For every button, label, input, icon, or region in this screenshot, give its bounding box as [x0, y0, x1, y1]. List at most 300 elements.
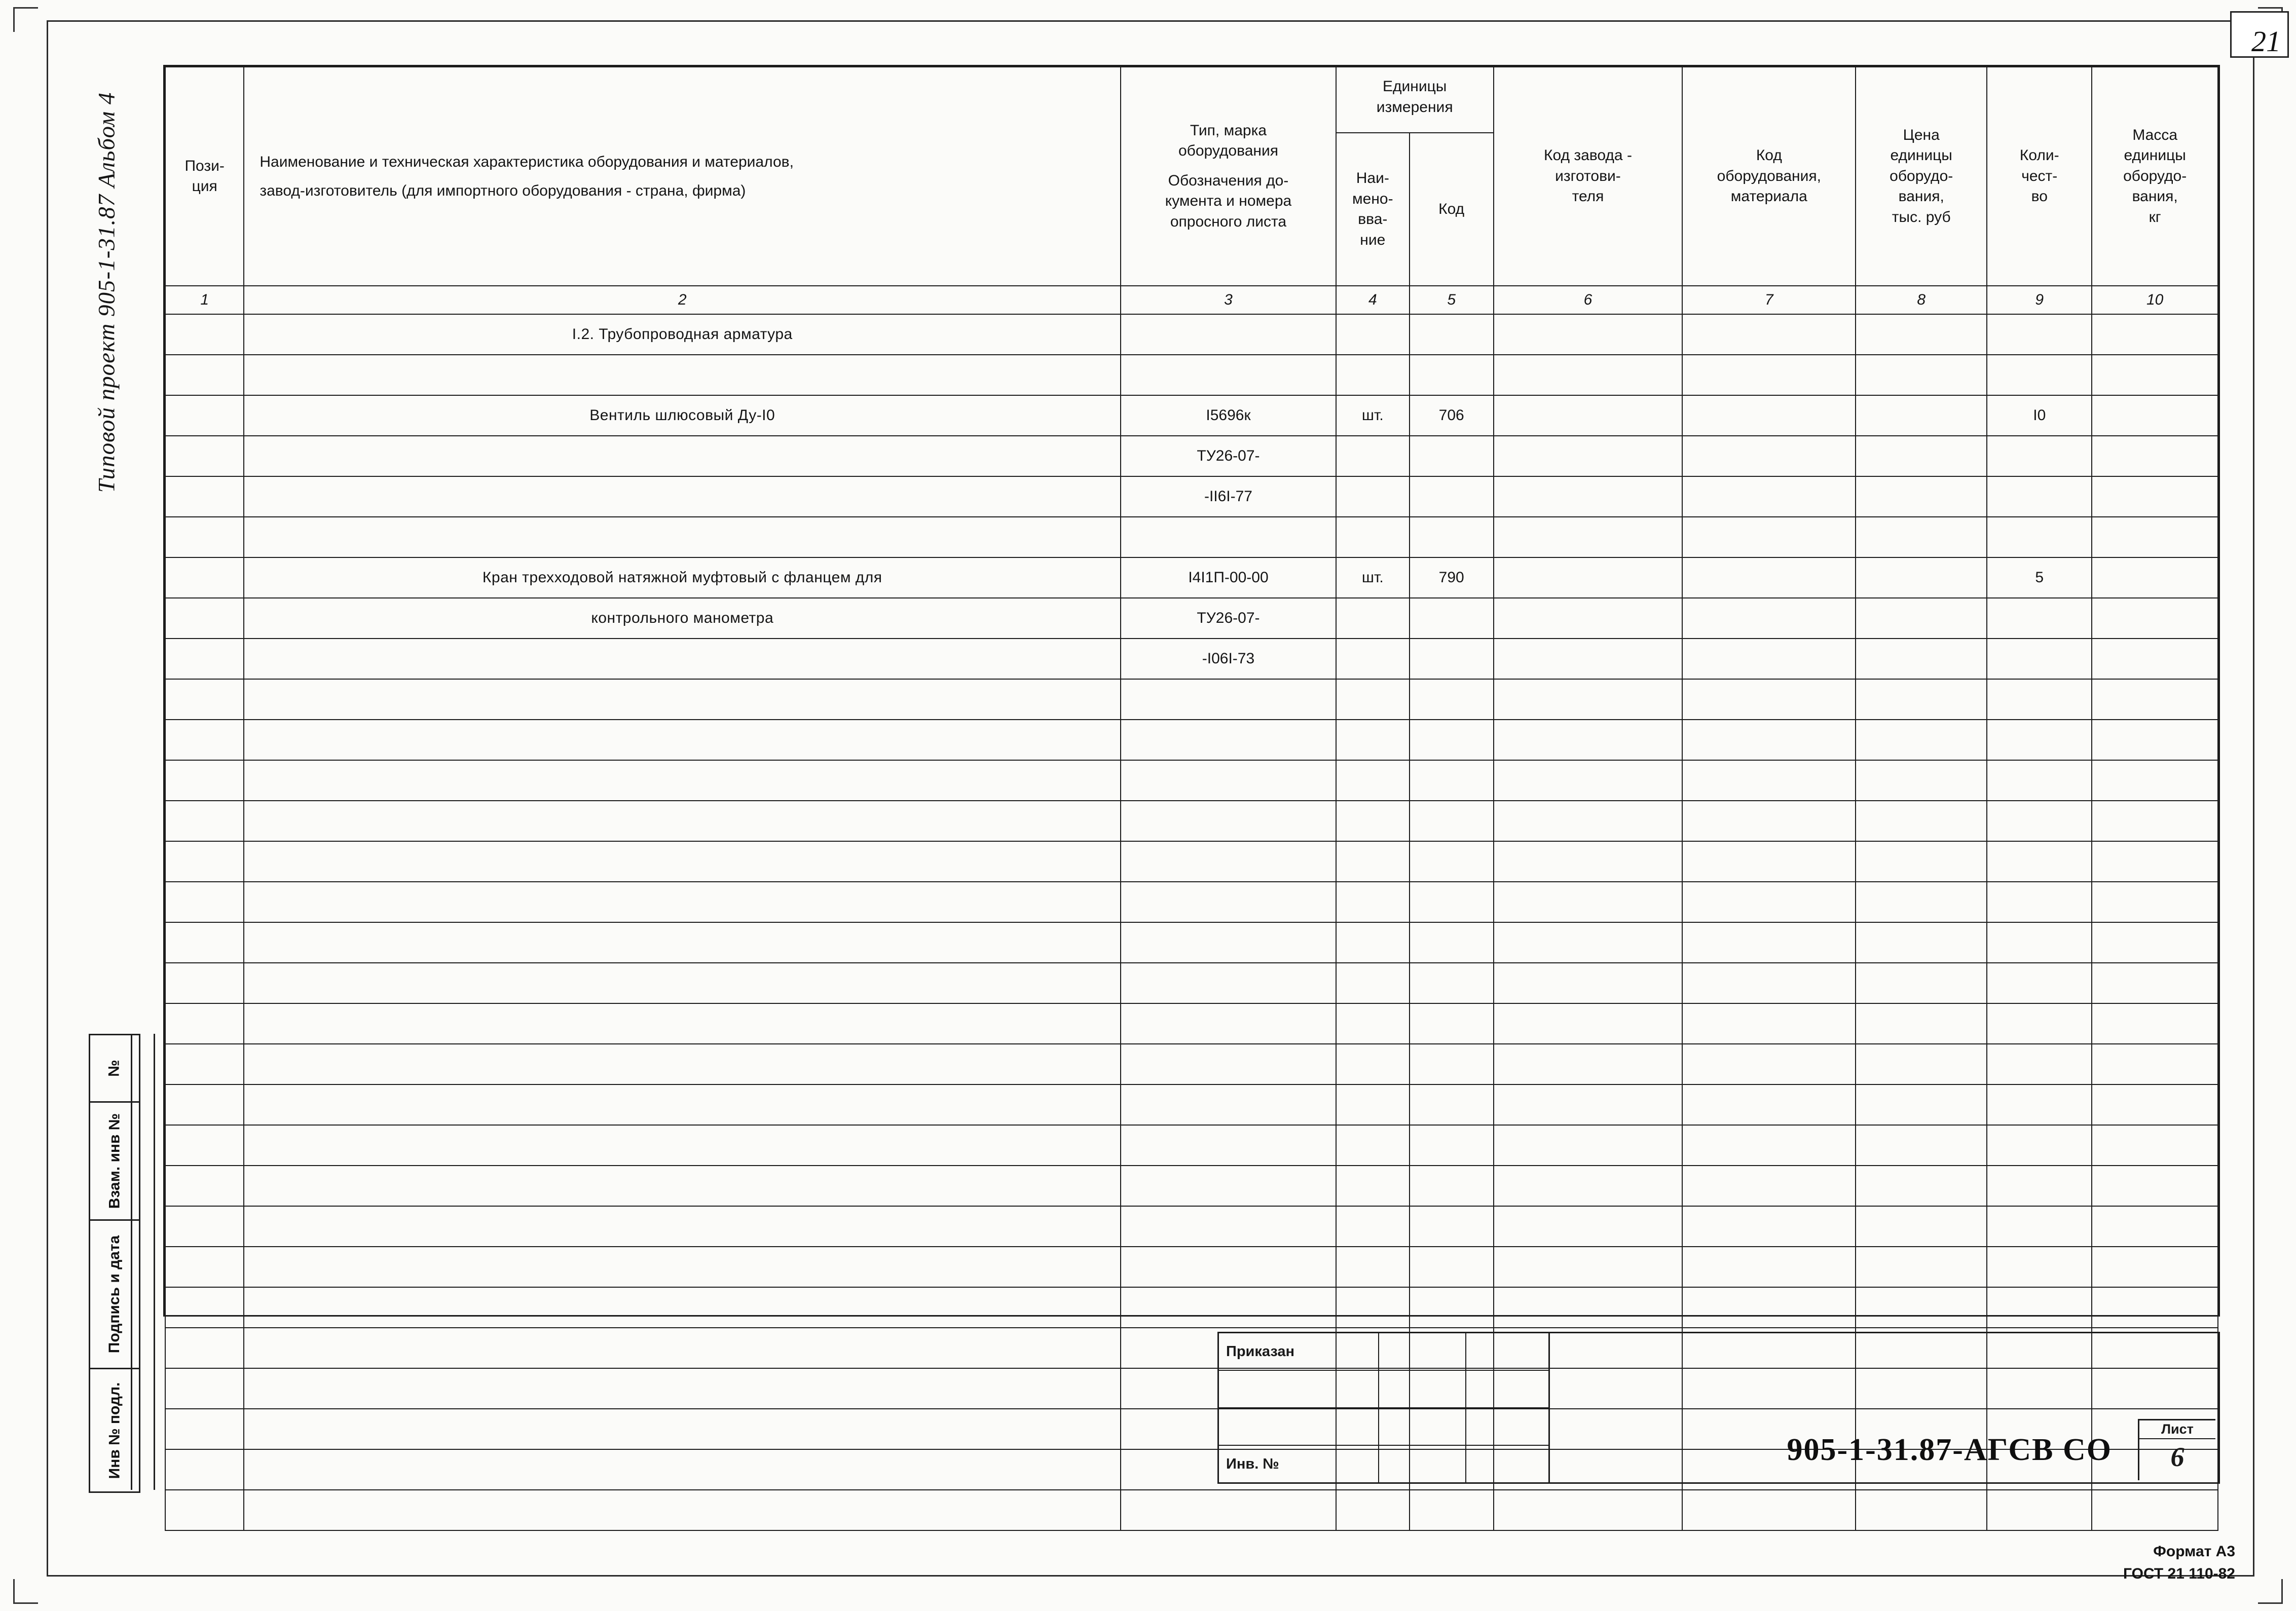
cell-qty	[1987, 1044, 2092, 1084]
header-qty-l3: во	[2031, 188, 2048, 205]
title-block-cell-0-3	[1466, 1333, 1548, 1370]
title-block-row-inv	[1219, 1446, 1548, 1482]
cell-mass	[2092, 801, 2218, 841]
stamp-inv-label: Инв № подл.	[106, 1382, 123, 1479]
cell-name	[244, 1166, 1121, 1206]
cell-mass	[2092, 963, 2218, 1003]
project-label	[76, 66, 137, 573]
table-row	[165, 395, 2218, 436]
cell-qty	[1987, 436, 2092, 476]
table-row-empty	[165, 841, 2218, 882]
cell-mass	[2092, 476, 2218, 517]
cell-equip_code	[1682, 720, 1856, 760]
cell-name	[244, 841, 1121, 882]
title-block-cell-2-3	[1466, 1408, 1548, 1445]
header-unit-code: Код	[1410, 133, 1494, 286]
cell-unit_name	[1336, 1247, 1410, 1287]
cell-unit_code	[1410, 639, 1494, 679]
cell-position	[165, 760, 244, 801]
cell-name	[244, 1206, 1121, 1247]
cell-maker_code	[1494, 1084, 1683, 1125]
cell-unit_code	[1410, 882, 1494, 922]
header-type	[1121, 67, 1336, 286]
cell-price	[1856, 882, 1987, 922]
colnum-1: 1	[165, 286, 244, 314]
cell-name	[244, 1044, 1121, 1084]
cell-name: I.2. Трубопроводная арматура	[244, 314, 1121, 355]
cell-unit_code	[1410, 476, 1494, 517]
header-units-l1: Единицы	[1383, 78, 1447, 95]
cell-equip_code	[1682, 476, 1856, 517]
table-row-empty	[165, 1206, 2218, 1247]
table-row-empty	[165, 1247, 2218, 1287]
cell-qty	[1987, 314, 2092, 355]
cell-qty	[1987, 598, 2092, 639]
cell-unit_code	[1410, 760, 1494, 801]
cell-mass	[2092, 1003, 2218, 1044]
cell-equip_code	[1682, 314, 1856, 355]
header-price-l2: единицы	[1890, 147, 1952, 164]
cell-position	[165, 1409, 244, 1449]
cell-maker_code	[1494, 517, 1683, 557]
cell-position	[165, 639, 244, 679]
cell-type: I4I1П-00-00	[1121, 557, 1336, 598]
header-type-l5: опросного листа	[1170, 213, 1287, 230]
cell-maker_code	[1494, 1206, 1683, 1247]
title-block-cell-0-2	[1379, 1333, 1466, 1370]
cell-name	[244, 1368, 1121, 1409]
table-row-empty	[165, 801, 2218, 841]
cell-qty	[1987, 517, 2092, 557]
colnum-5: 5	[1410, 286, 1494, 314]
cell-maker_code	[1494, 679, 1683, 720]
cell-name	[244, 1449, 1121, 1490]
cell-maker_code	[1494, 355, 1683, 395]
header-type-l1: Тип, марка	[1190, 122, 1267, 139]
table-row-empty	[165, 760, 2218, 801]
cell-equip_code	[1682, 1287, 1856, 1328]
cell-qty	[1987, 720, 2092, 760]
cell-name: Вентиль шлюсовый Ду-I0	[244, 395, 1121, 436]
cell-type	[1121, 1125, 1336, 1166]
cell-mass	[2092, 1287, 2218, 1328]
cell-mass	[2092, 882, 2218, 922]
cell-position	[165, 476, 244, 517]
cell-price	[1856, 679, 1987, 720]
table-row-empty	[165, 1084, 2218, 1125]
corner-tick-bottom-left	[13, 1579, 38, 1604]
colnum-10: 10	[2092, 286, 2218, 314]
header-position-l2: ция	[192, 178, 217, 195]
corner-tick-top-left	[13, 7, 38, 32]
cell-price	[1856, 639, 1987, 679]
cell-name	[244, 760, 1121, 801]
header-price-l3: оборудо-	[1890, 167, 1953, 184]
header-unitname-l2: мено-	[1352, 190, 1393, 207]
cell-type	[1121, 1166, 1336, 1206]
cell-unit_code	[1410, 355, 1494, 395]
table-header-row	[165, 67, 2218, 133]
cell-qty	[1987, 882, 2092, 922]
cell-type: I5696к	[1121, 395, 1336, 436]
cell-maker_code	[1494, 598, 1683, 639]
cell-price	[1856, 557, 1987, 598]
table-row	[165, 598, 2218, 639]
title-block-cell-3-3	[1466, 1446, 1548, 1482]
cell-type	[1121, 1003, 1336, 1044]
cell-unit_code	[1410, 517, 1494, 557]
table-row-empty	[165, 1490, 2218, 1530]
cell-mass	[2092, 1490, 2218, 1530]
cell-name: контрольного манометра	[244, 598, 1121, 639]
stamp-podpis-label: Подпись и дата	[106, 1235, 123, 1354]
cell-position	[165, 395, 244, 436]
table-row	[165, 517, 2218, 557]
cell-price	[1856, 1044, 1987, 1084]
cell-equip_code	[1682, 679, 1856, 720]
title-block-row-3	[1219, 1408, 1548, 1446]
cell-mass	[2092, 720, 2218, 760]
cell-position	[165, 841, 244, 882]
cell-name	[244, 639, 1121, 679]
colnum-7: 7	[1682, 286, 1856, 314]
header-name-l2: завод-изготовитель (для импортного оборудования - страна, фирма)	[260, 182, 746, 199]
cell-unit_name	[1336, 1044, 1410, 1084]
cell-type	[1121, 314, 1336, 355]
page-number: 21	[2251, 25, 2281, 58]
title-block-cell-1-3	[1466, 1371, 1548, 1407]
cell-equip_code	[1682, 1044, 1856, 1084]
cell-position	[165, 922, 244, 963]
cell-type	[1121, 720, 1336, 760]
cell-equip_code	[1682, 395, 1856, 436]
cell-price	[1856, 436, 1987, 476]
cell-position	[165, 1166, 244, 1206]
header-mass	[2092, 67, 2218, 286]
cell-name	[244, 1084, 1121, 1125]
cell-name	[244, 436, 1121, 476]
header-maker-l3: теля	[1572, 188, 1604, 205]
cell-position	[165, 1328, 244, 1368]
cell-unit_code	[1410, 1044, 1494, 1084]
cell-position	[165, 679, 244, 720]
cell-mass	[2092, 1084, 2218, 1125]
cell-name	[244, 1125, 1121, 1166]
cell-unit_code	[1410, 1084, 1494, 1125]
title-block-left	[1219, 1333, 1550, 1482]
cell-price	[1856, 314, 1987, 355]
cell-unit_name	[1336, 841, 1410, 882]
cell-unit_name: шт.	[1336, 557, 1410, 598]
table-row-empty	[165, 1287, 2218, 1328]
cell-unit_name	[1336, 1287, 1410, 1328]
cell-unit_code	[1410, 1287, 1494, 1328]
cell-unit_name	[1336, 1125, 1410, 1166]
cell-unit_code	[1410, 720, 1494, 760]
cell-price	[1856, 720, 1987, 760]
table-row	[165, 314, 2218, 355]
cell-qty: I0	[1987, 395, 2092, 436]
cell-maker_code	[1494, 1125, 1683, 1166]
cell-unit_code	[1410, 314, 1494, 355]
cell-unit_code	[1410, 801, 1494, 841]
cell-mass	[2092, 639, 2218, 679]
table-row-empty	[165, 720, 2218, 760]
cell-unit_name	[1336, 922, 1410, 963]
cell-mass	[2092, 436, 2218, 476]
cell-unit_code	[1410, 1247, 1494, 1287]
cell-qty	[1987, 355, 2092, 395]
stamp-column-divider	[131, 1034, 155, 1490]
corner-tick-bottom-right	[2258, 1579, 2283, 1604]
title-block-cell-1-1	[1219, 1371, 1379, 1407]
cell-type: -II6I-77	[1121, 476, 1336, 517]
header-maker-l2: изготови-	[1555, 167, 1621, 184]
header-unit-name	[1336, 133, 1410, 286]
header-position	[165, 67, 244, 286]
header-price-l5: тыс. руб	[1892, 208, 1951, 226]
bottom-notes	[2123, 1541, 2235, 1585]
title-block-cell-1-2	[1379, 1371, 1466, 1407]
cell-price	[1856, 1206, 1987, 1247]
cell-equip_code	[1682, 963, 1856, 1003]
colnum-6: 6	[1494, 286, 1683, 314]
cell-unit_code	[1410, 841, 1494, 882]
format-note: Формат А3	[2153, 1543, 2235, 1560]
cell-equip_code	[1682, 841, 1856, 882]
table-row-empty	[165, 1044, 2218, 1084]
cell-price	[1856, 1490, 1987, 1530]
sheet-number-box	[2138, 1419, 2215, 1480]
table-row-empty	[165, 882, 2218, 922]
cell-equip_code	[1682, 922, 1856, 963]
cell-equip_code	[1682, 1125, 1856, 1166]
cell-type: ТУ26-07-	[1121, 598, 1336, 639]
cell-mass	[2092, 1166, 2218, 1206]
cell-position	[165, 1449, 244, 1490]
cell-qty	[1987, 801, 2092, 841]
header-name-l1: Наименование и техническая характеристика оборудования и материалов,	[260, 154, 794, 170]
cell-price	[1856, 841, 1987, 882]
cell-unit_code	[1410, 1166, 1494, 1206]
title-block-inv-label: Инв. №	[1219, 1446, 1379, 1482]
cell-mass	[2092, 1206, 2218, 1247]
colnum-4: 4	[1336, 286, 1410, 314]
cell-unit_code	[1410, 1490, 1494, 1530]
cell-name	[244, 1328, 1121, 1368]
header-unitname-l4: ние	[1360, 231, 1386, 248]
cell-mass	[2092, 679, 2218, 720]
cell-unit_name	[1336, 1206, 1410, 1247]
cell-name	[244, 1409, 1121, 1449]
title-block-row-prikazan	[1219, 1333, 1548, 1371]
table-row-empty	[165, 963, 2218, 1003]
cell-unit_name	[1336, 720, 1410, 760]
cell-mass	[2092, 760, 2218, 801]
cell-type	[1121, 1490, 1336, 1530]
cell-price	[1856, 1125, 1987, 1166]
colnum-3: 3	[1121, 286, 1336, 314]
cell-position	[165, 355, 244, 395]
cell-unit_name	[1336, 760, 1410, 801]
header-type-l4: кумента и номера	[1165, 193, 1292, 210]
header-mass-l3: оборудо-	[2123, 167, 2187, 184]
cell-unit_name	[1336, 517, 1410, 557]
table-row	[165, 476, 2218, 517]
cell-mass	[2092, 314, 2218, 355]
cell-name	[244, 720, 1121, 760]
cell-equip_code	[1682, 557, 1856, 598]
cell-unit_code	[1410, 436, 1494, 476]
stamp-vzam-label: Взам. инв №	[106, 1113, 123, 1209]
cell-equip_code	[1682, 517, 1856, 557]
cell-qty	[1987, 1003, 2092, 1044]
cell-name	[244, 963, 1121, 1003]
cell-maker_code	[1494, 720, 1683, 760]
header-qty-l2: чест-	[2021, 167, 2058, 184]
title-block-row-2	[1219, 1371, 1548, 1408]
cell-maker_code	[1494, 639, 1683, 679]
cell-price	[1856, 355, 1987, 395]
cell-name	[244, 476, 1121, 517]
cell-qty	[1987, 1287, 2092, 1328]
table-row-empty	[165, 1166, 2218, 1206]
cell-name	[244, 517, 1121, 557]
cell-qty	[1987, 1490, 2092, 1530]
cell-unit_code	[1410, 963, 1494, 1003]
cell-unit_name	[1336, 882, 1410, 922]
title-block-cell-2-2	[1379, 1408, 1466, 1445]
cell-maker_code	[1494, 1003, 1683, 1044]
header-quantity	[1987, 67, 2092, 286]
cell-price	[1856, 517, 1987, 557]
table-row	[165, 436, 2218, 476]
cell-type	[1121, 801, 1336, 841]
cell-unit_name	[1336, 1084, 1410, 1125]
cell-unit_name: шт.	[1336, 395, 1410, 436]
cell-position	[165, 1003, 244, 1044]
cell-mass	[2092, 395, 2218, 436]
header-unitname-l1: Наи-	[1356, 170, 1389, 186]
cell-mass	[2092, 1044, 2218, 1084]
table-row-empty	[165, 679, 2218, 720]
header-equipment-code	[1682, 67, 1856, 286]
cell-mass	[2092, 922, 2218, 963]
cell-equip_code	[1682, 760, 1856, 801]
cell-maker_code	[1494, 801, 1683, 841]
cell-position	[165, 1287, 244, 1328]
cell-position	[165, 1490, 244, 1530]
cell-mass	[2092, 355, 2218, 395]
cell-position	[165, 1125, 244, 1166]
cell-position	[165, 963, 244, 1003]
cell-unit_name	[1336, 679, 1410, 720]
cell-name	[244, 1287, 1121, 1328]
cell-maker_code	[1494, 314, 1683, 355]
table-row-empty	[165, 922, 2218, 963]
cell-qty	[1987, 1125, 2092, 1166]
cell-qty: 5	[1987, 557, 2092, 598]
cell-position	[165, 517, 244, 557]
cell-type	[1121, 517, 1336, 557]
header-maker-code	[1494, 67, 1683, 286]
cell-position	[165, 1084, 244, 1125]
cell-price	[1856, 1166, 1987, 1206]
cell-equip_code	[1682, 1003, 1856, 1044]
cell-type	[1121, 1044, 1336, 1084]
cell-equip_code	[1682, 1206, 1856, 1247]
sheet-label: Лист	[2139, 1420, 2215, 1439]
cell-name	[244, 1247, 1121, 1287]
cell-position	[165, 557, 244, 598]
title-block-cell-3-2	[1379, 1446, 1466, 1482]
cell-position	[165, 720, 244, 760]
header-mass-l2: единицы	[2124, 147, 2186, 164]
project-label-text: Типовой проект 905-1-31.87 Альбом 4	[93, 92, 120, 493]
cell-maker_code	[1494, 760, 1683, 801]
cell-mass	[2092, 557, 2218, 598]
header-mass-l5: кг	[2149, 208, 2161, 226]
cell-qty	[1987, 639, 2092, 679]
colnum-8: 8	[1856, 286, 1987, 314]
cell-maker_code	[1494, 1166, 1683, 1206]
cell-position	[165, 1247, 244, 1287]
cell-price	[1856, 1084, 1987, 1125]
cell-maker_code	[1494, 557, 1683, 598]
cell-position	[165, 801, 244, 841]
header-qty-l1: Коли-	[2019, 147, 2059, 164]
cell-position	[165, 598, 244, 639]
cell-position	[165, 314, 244, 355]
cell-type	[1121, 679, 1336, 720]
cell-maker_code	[1494, 1490, 1683, 1530]
sheet-value: 6	[2170, 1442, 2184, 1472]
cell-position	[165, 436, 244, 476]
colnum-9: 9	[1987, 286, 2092, 314]
cell-qty	[1987, 963, 2092, 1003]
cell-mass	[2092, 1247, 2218, 1287]
cell-equip_code	[1682, 1247, 1856, 1287]
header-unitname-l3: вва-	[1358, 211, 1388, 228]
cell-price	[1856, 395, 1987, 436]
cell-name	[244, 679, 1121, 720]
cell-name	[244, 1490, 1121, 1530]
cell-unit_name	[1336, 639, 1410, 679]
cell-position	[165, 882, 244, 922]
cell-equip_code	[1682, 436, 1856, 476]
cell-unit_code	[1410, 1003, 1494, 1044]
cell-position	[165, 1368, 244, 1409]
cell-unit_name	[1336, 355, 1410, 395]
table-row	[165, 557, 2218, 598]
title-block-cell-2-1	[1219, 1408, 1379, 1445]
cell-qty	[1987, 760, 2092, 801]
cell-price	[1856, 801, 1987, 841]
table-column-numbers-row	[165, 286, 2218, 314]
cell-qty	[1987, 1247, 2092, 1287]
cell-unit_code	[1410, 1125, 1494, 1166]
cell-maker_code	[1494, 922, 1683, 963]
header-units-l2: измерения	[1376, 98, 1453, 116]
header-price-l4: вания,	[1898, 188, 1944, 205]
cell-name	[244, 882, 1121, 922]
header-maker-l1: Код завода -	[1544, 147, 1632, 164]
cell-equip_code	[1682, 598, 1856, 639]
cell-qty	[1987, 1084, 2092, 1125]
specification-table	[163, 65, 2220, 1317]
header-price	[1856, 67, 1987, 286]
cell-equip_code	[1682, 355, 1856, 395]
